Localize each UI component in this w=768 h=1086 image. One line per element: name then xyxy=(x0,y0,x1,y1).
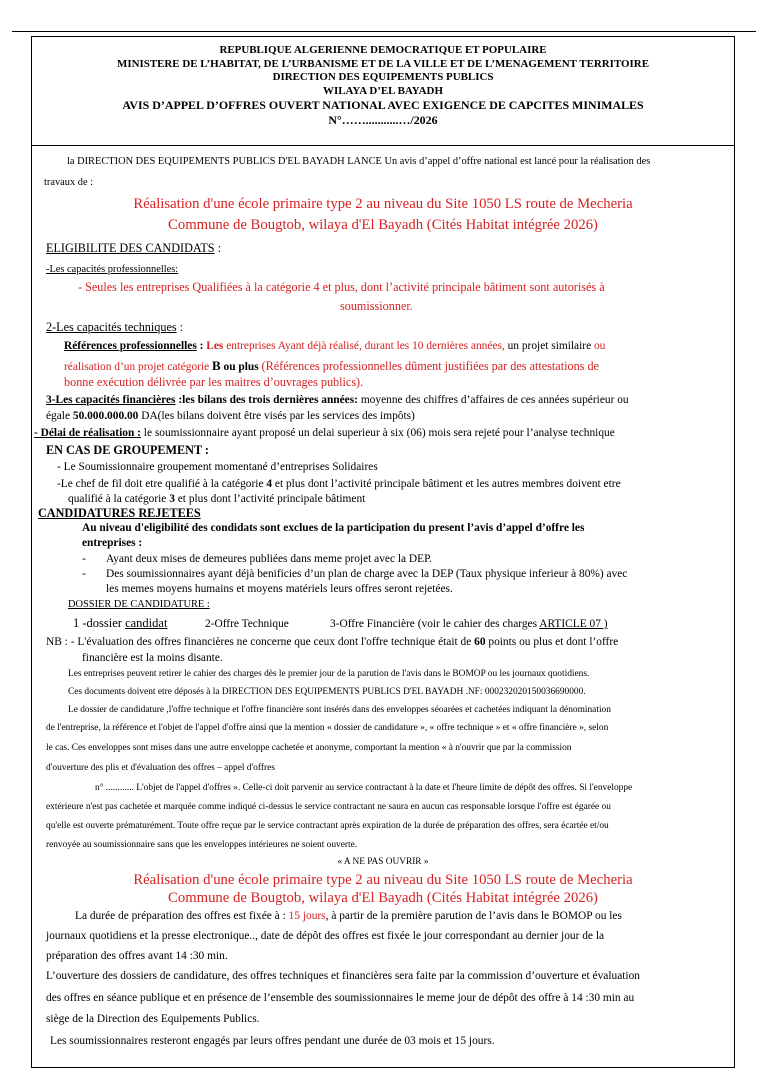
project2-title-line-1: Réalisation d'une école primaire type 2 au niveau du Site 1050 LS route de Mecheria xyxy=(133,872,633,888)
dossier-item-2: 2-Offre Technique xyxy=(205,618,289,630)
delay-text: le soumissionnaire ayant proposé un delai superieur à six (06) mois sera rejeté pour l’analyse technique xyxy=(140,427,615,439)
technical-capacity-colon: : xyxy=(176,320,184,334)
eligibility-title: ELIGIBILITE DES CANDIDATS xyxy=(46,241,215,255)
dossier-title: DOSSIER DE CANDIDATURE : xyxy=(68,599,210,610)
financial-capacity-amount: 50.000.000.00 xyxy=(72,410,139,422)
commitment-line: Les soumissionnaires resteront engagés par leurs offres pendant une durée de 03 mois et 15 jours. xyxy=(50,1035,495,1047)
preparation-line-3: préparation des offres avant 14 :30 min. xyxy=(46,950,228,962)
rejected-item-2-line-1: Des soumissionnaires ayant déjà benificies d’un plan de charge avec la DEP (Taux physique inferieur à 80%) avec xyxy=(106,568,628,580)
header-notice-title: AVIS D’APPEL D’OFFRES OUVERT NATIONAL AVEC EXIGENCE DE CAPCITES MINIMALES xyxy=(122,98,644,112)
intro-line-1: la DIRECTION DES EQUIPEMENTS PUBLICS D'EL BAYADH LANCE Un avis d’appel d’offre national est lancé pour la réalisation des xyxy=(67,156,651,167)
references-line-1 xyxy=(64,340,605,352)
references-label: Références professionnelles xyxy=(64,340,197,352)
dossier-item-1-num: 1 -dossier xyxy=(73,616,126,630)
eligibility-heading xyxy=(46,241,221,256)
financial-capacity-text: moyenne des chiffres d’affaires de ces années supérieur ou xyxy=(357,394,629,406)
groupement-item-2-line-1 xyxy=(57,478,621,490)
object-line-1: n° ............ L'objet de l'appel d'offres ». Celle-ci doit parvenir au service contractant à la date et l'heure limite de dépôt des offres. Si l'enveloppe xyxy=(95,783,633,793)
references-similar: un projet similaire xyxy=(504,340,592,352)
rejected-intro-line-2: entreprises : xyxy=(82,537,143,549)
rejected-bullet-1: - xyxy=(82,553,86,565)
preparation-rest: , à partir de la première parution de l’avis dans le BOMOP ou les xyxy=(325,910,622,922)
groupement-item-2-line-2 xyxy=(68,493,365,505)
references-or-more: ou plus xyxy=(220,361,262,373)
envelopes-line-4: d'ouverture des plis et d'évaluation des offres – appel d'offres xyxy=(46,763,275,773)
financial-capacity-bilans: :les bilans des trois dernières années: xyxy=(175,394,358,406)
nb-points: 60 xyxy=(474,636,486,648)
nb-line-1 xyxy=(46,636,618,648)
do-not-open-mention: « A NE PAS OUVRIR » xyxy=(337,857,429,867)
rejected-bullet-2: - xyxy=(82,568,86,580)
dossier-item-1-word: candidat xyxy=(125,616,168,630)
references-justification: (Références professionnelles dûment justifiées par des attestations de xyxy=(261,359,599,373)
nb-text-b: points ou plus et dont l’offre xyxy=(485,636,619,648)
professional-capacity-line-1: - Seules les entreprises Qualifiées à la catégorie 4 et plus, dont l’activité principale bâtiment sont autorisés à xyxy=(78,280,605,294)
groupement-item-1: - Le Soumissionnaire groupement momentané d’entreprises Solidaires xyxy=(57,461,378,473)
eligibility-colon: : xyxy=(214,241,222,255)
object-line-4: renvoyée au soumissionnaire sans que les enveloppes intérieures ne soient ouverte. xyxy=(46,840,358,850)
opening-line-1: L’ouverture des dossiers de candidature, des offres techniques et financières sera faite par la commission d’ouverture et évaluation xyxy=(46,970,640,982)
dossier-item-1 xyxy=(73,616,167,631)
preparation-text: La durée de préparation des offres est fixée à : xyxy=(75,910,289,922)
envelopes-line-2: de l'entreprise, la référence et l'objet de l'appel d'offre ainsi que la mention « dossier de candidature », « offre technique » et « offre financière », selon xyxy=(46,723,609,733)
envelopes-line-3: le cas. Ces enveloppes sont mises dans une autre enveloppe cachetée et anonyme, comportant la mention « à n'ouvrir que par la commission xyxy=(46,743,572,753)
header-notice-number: N°……...........…/2026 xyxy=(328,113,438,127)
delay-line xyxy=(34,427,615,439)
nb-text-a: - L'évaluation des offres financières ne concerne que ceux dont l'offre technique était de xyxy=(67,636,475,648)
financial-capacity-note: DA(les bilans doivent être visés par les services des impôts) xyxy=(138,410,415,422)
intro-line-2: travaux de : xyxy=(44,177,94,188)
object-line-2: extérieure n'est pas cachetée et marquée comme indiqué ci-dessus le service contractant ne saura en aucun cas responsable lorsque l'offre est égarée ou xyxy=(46,802,611,812)
header-wilaya: WILAYA D’EL BAYADH xyxy=(323,84,443,97)
rejected-intro-line-1: Au niveau d'eligibilité des condidats sont exclues de la participation du present l’avis d’appel d’offre les xyxy=(82,522,585,534)
references-les: Les xyxy=(206,340,224,352)
references-red-1: entreprises Ayant déjà réalisé, durant les 10 dernières années, xyxy=(223,340,505,352)
references-category-b: B xyxy=(212,358,221,373)
technical-capacity-heading xyxy=(46,320,183,335)
nb-line-2: financière est la moins disante. xyxy=(82,652,223,664)
preparation-line-2: journaux quotidiens et la presse electronique.., date de dépôt des offres est fixée le jour correspondant au dernier jour de la xyxy=(46,930,605,942)
financial-capacity-line-1 xyxy=(46,394,629,406)
header-republic: REPUBLIQUE ALGERIENNE DEMOCRATIQUE ET POPULAIRE xyxy=(219,44,547,56)
professional-capacity-line-2: soumissionner. xyxy=(340,299,413,313)
header-ministry: MINISTERE DE L’HABITAT, DE L’URBANISME ET DE LA VILLE ET DE L’MENAGEMENT TERRITOIRE xyxy=(117,57,649,70)
references-line-2 xyxy=(64,358,599,374)
nb-label: NB : xyxy=(46,636,68,648)
project-title-line-2: Commune de Bougtob, wilaya d'El Bayadh (Cités Habitat intégrée 2026) xyxy=(168,217,598,233)
financial-capacity-line-2 xyxy=(46,410,415,422)
opening-line-2: des offres en séance publique et en présence de l’ensemble des soumissionnaires le meme jour de dépôt des offre à 14 :30 min au xyxy=(46,992,635,1004)
financial-capacity-label: 3-Les capacités financières xyxy=(46,394,176,406)
references-category-text: réalisation d’un projet catégorie xyxy=(64,361,213,373)
professional-capacity-title: -Les capacités professionnelles: xyxy=(46,264,179,275)
technical-capacity-title: 2-Les capacités techniques xyxy=(46,320,177,334)
header-direction: DIRECTION DES EQUIPEMENTS PUBLICS xyxy=(272,71,494,83)
financial-capacity-equal: égale xyxy=(46,410,73,422)
withdraw-line: Les entreprises peuvent retirer le cahier des charges dès le premier jour de la parution de l'avis dans le BOMOP ou les journaux quotidiens. xyxy=(68,669,590,679)
preparation-days: 15 jours xyxy=(288,910,326,922)
groupement-members-text: qualifié à la catégorie xyxy=(68,493,170,505)
references-line-3: bonne exécution délivrée par les maitres d’ouvrages publics). xyxy=(64,375,364,389)
rejected-item-1: Ayant deux mises de demeures publiées dans meme projet avec la DEP. xyxy=(106,553,433,565)
groupement-title: EN CAS DE GROUPEMENT : xyxy=(46,443,209,457)
deposit-line: Ces documents doivent etre déposés à la DIRECTION DES EQUIPEMENTS PUBLICS D'EL BAYADH .NF: 000232020150036690000. xyxy=(68,687,586,697)
project-title-line-1: Réalisation d'une école primaire type 2 au niveau du Site 1050 LS route de Mecheria xyxy=(133,196,633,212)
document-header xyxy=(31,44,735,128)
project2-title-line-2: Commune de Bougtob, wilaya d'El Bayadh (Cités Habitat intégrée 2026) xyxy=(168,890,598,906)
groupement-chef-text: -Le chef de fil doit etre qualifié à la catégorie xyxy=(57,478,267,490)
opening-line-3: siège de la Direction des Equipements Publics. xyxy=(46,1013,260,1025)
preparation-line-1 xyxy=(75,910,622,922)
top-rule xyxy=(12,31,756,32)
delay-label: - Délai de réalisation : xyxy=(34,427,141,439)
groupement-category-3: 3 xyxy=(169,493,175,505)
references-or: ou xyxy=(591,340,606,352)
object-line-3: qu'elle est ouverte prématurément. Toute offre reçue par le service contractant après expiration de la durée de préparation des offres, sera écartée et/ou xyxy=(46,821,609,831)
dossier-item-3-article: ARTICLE 07 ) xyxy=(539,618,608,630)
envelopes-line-1: Le dossier de candidature ,l'offre technique et l'offre financière sont insérés dans des enveloppes séoarées et cachetées indiquant la dénomination xyxy=(68,705,611,715)
references-colon: : xyxy=(196,340,207,352)
header-separator xyxy=(31,145,735,146)
dossier-item-3-text: 3-Offre Financière (voir le cahier des charges xyxy=(330,618,540,630)
groupement-chef-rest: et plus dont l’activité principale bâtiment et les autres membres doivent etre xyxy=(272,478,621,490)
groupement-category-4: 4 xyxy=(266,478,273,490)
rejected-title: CANDIDATURES REJETEES xyxy=(38,506,201,520)
dossier-item-3 xyxy=(330,618,608,630)
groupement-members-rest: et plus dont l’activité principale bâtiment xyxy=(174,493,366,505)
rejected-item-2-line-2: les memes moyens humains et moyens matériels leurs offres seront rejetées. xyxy=(106,583,453,595)
